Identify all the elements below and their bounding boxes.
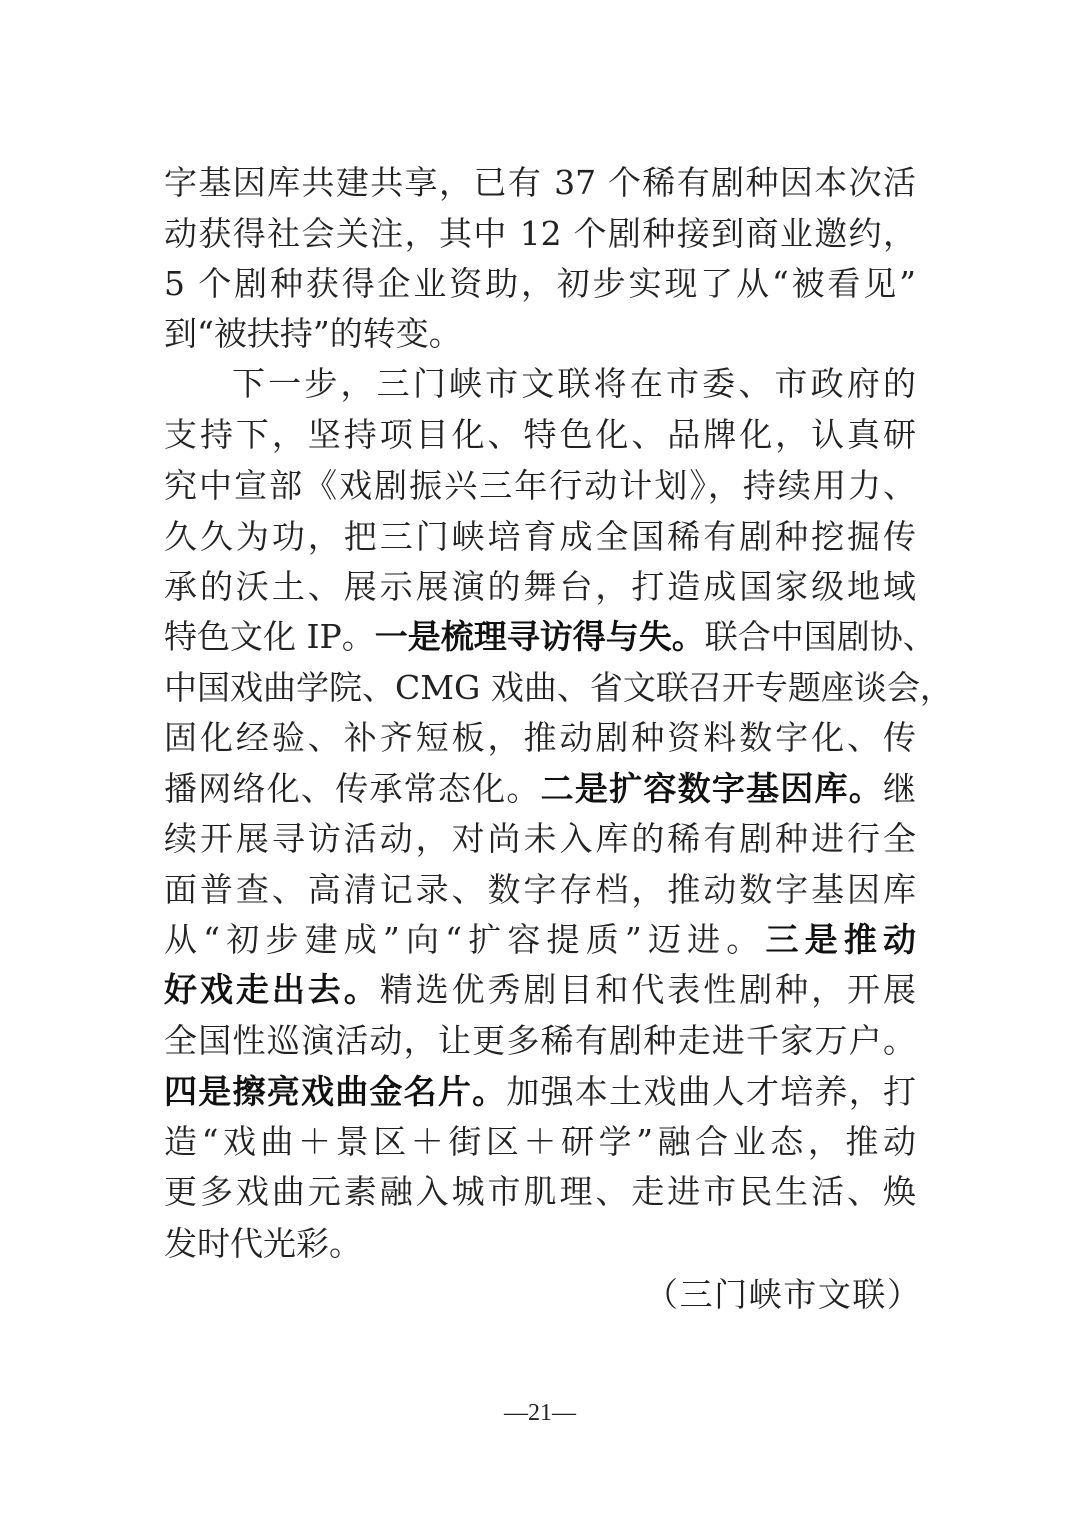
text-line (164, 512, 916, 562)
text-segment: 联合中国剧协、 (704, 617, 936, 656)
text-line (164, 713, 916, 763)
text-segment: 精选优秀剧目和代表性剧种，开展 (379, 970, 917, 1009)
text-segment: 更多戏曲元素融入城市肌理、走进市民生活、焕 (164, 1172, 916, 1211)
text-segment: 特色文化 IP。 (164, 617, 375, 656)
text-line (232, 359, 916, 409)
text-line (164, 410, 916, 460)
text-line (164, 663, 953, 713)
text-segment: 继 (883, 769, 917, 808)
text-segment: 面普查、高清记录、数字存档，推动数字基因库 (164, 870, 916, 909)
text-segment: 到“被扶持”的转变。 (164, 314, 462, 353)
text-line (164, 1016, 916, 1066)
text-segment: 支持下，坚持项目化、特色化、品牌化，认真研 (164, 415, 916, 454)
text-segment: 究中宣部《戏剧振兴三年行动计划》，持续用力、 (164, 466, 916, 505)
text-line (164, 865, 916, 915)
bold-heading-text: 好戏走出去。 (164, 970, 380, 1009)
page-number: —21— (504, 1400, 576, 1426)
text-segment: 全国性巡演活动，让更多稀有剧种走进千家万户。 (164, 1021, 916, 1060)
text-line (164, 259, 916, 309)
text-line (164, 158, 916, 208)
text-segment: 中国戏曲学院、CMG 戏曲、省文联召开专题座谈会， (164, 668, 953, 707)
text-line (164, 965, 916, 1015)
bold-heading-text: 三是推动 (765, 920, 917, 959)
text-segment: 字基因库共建共享，已有 37 个稀有剧种因本次活 (164, 163, 916, 202)
text-line (164, 612, 936, 662)
text-segment: 造“戏曲＋景区＋街区＋研学”融合业态，推动 (164, 1122, 916, 1161)
text-line (164, 1167, 916, 1217)
bold-heading-text: 一是梳理寻访得与失。 (374, 617, 705, 656)
text-line (164, 915, 916, 965)
text-line (164, 764, 916, 814)
text-line (164, 309, 916, 359)
bold-heading-text: 二是扩容数字基因库。 (540, 769, 884, 808)
text-segment: 播网络化、传承常态化。 (164, 769, 541, 808)
text-line (164, 1219, 916, 1269)
text-segment: 发时代光彩。 (164, 1224, 362, 1263)
text-segment: 加强本土戏曲人才培养，打 (506, 1072, 917, 1111)
text-segment: 5 个剧种获得企业资助，初步实现了从“被看见” (164, 264, 916, 303)
signature: （三门峡市文联） (645, 1275, 920, 1314)
text-line (164, 562, 916, 612)
text-segment: 久久为功，把三门峡培育成全国稀有剧种挖掘传 (164, 517, 916, 556)
text-segment: 下一步，三门峡市文联将在市委、市政府的 (232, 364, 916, 403)
text-segment: 承的沃土、展示展演的舞台，打造成国家级地域 (164, 567, 916, 606)
text-line (164, 814, 916, 864)
text-segment: 动获得社会关注，其中 12 个剧种接到商业邀约， (164, 214, 916, 253)
text-segment: 固化经验、补齐短板，推动剧种资料数字化、传 (164, 718, 916, 757)
text-line (164, 461, 916, 511)
text-line (164, 209, 916, 259)
text-segment: 续开展寻访活动，对尚未入库的稀有剧种进行全 (164, 819, 916, 858)
bold-heading-text: 四是擦亮戏曲金名片。 (164, 1072, 507, 1111)
text-line (164, 1067, 916, 1117)
text-line (164, 1117, 916, 1167)
text-segment: 从“初步建成”向“扩容提质”迈进。 (164, 920, 766, 959)
